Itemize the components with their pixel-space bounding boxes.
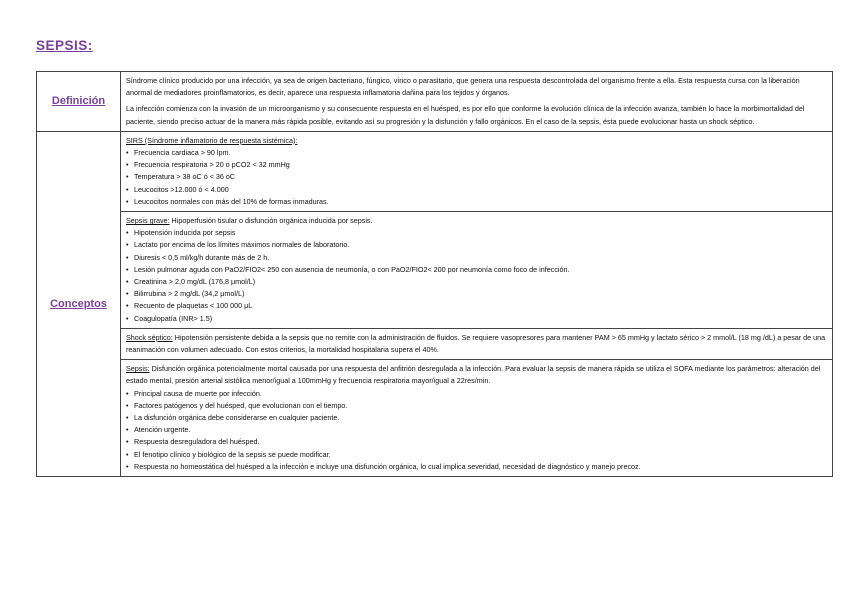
list-item: • Hipotensión inducida por sepsis (126, 227, 827, 239)
list-item: • Leucocitos normales con más del 10% de formas inmaduras. (126, 196, 827, 208)
page-title: SEPSIS: (36, 38, 93, 53)
sepsis-table (36, 71, 833, 477)
shock-content (121, 328, 833, 359)
sepsis-grave-heading: Sepsis grave: (126, 216, 170, 226)
sepsis-text: Disfunción orgánica potencialmente mortal causada por una respuesta del anfitrión desregulada a la infección. Para evaluar la sepsis de manera rápida se utiliza el SOFA mediante los parámetros: alteración del estado mental, presión arterial sistólica menor/igual a 100mmHg y frecuencia respiratoria mayor/igual a 22res/min. (126, 364, 821, 386)
list-item: • Factores patógenos y del huésped, que evolucionan con el tiempo. (126, 400, 827, 412)
sepsis-list (126, 388, 827, 473)
list-item: • Lesión pulmonar aguda con PaO2/FIO2< 250 con ausencia de neumonía, o con PaO2/FIO2< 200 por neumonía como foco de infección. (126, 264, 827, 276)
sirs-list (126, 147, 827, 208)
sepsis-content (121, 360, 833, 477)
list-item: • Respuesta desreguladora del huésped. (126, 436, 827, 448)
conceptos-row-sirs (37, 131, 833, 211)
sepsis-heading: Sepsis: (126, 364, 150, 374)
definicion-paragraph: Síndrome clínico producido por una infección, ya sea de origen bacteriano, fúngico, vírico o parasitario, que genera una respuesta descontrolada del organismo frente a ella. Esta respuesta cursa con la liberación anormal de mediadores proinflamatorios, es decir, aparece una respuesta inflamatoria dañina para los tejidos y órganos. (126, 76, 800, 98)
shock-heading: Shock séptico: (126, 332, 173, 342)
sepsis-grave-text: Hipoperfusión tisular o disfunción orgánica inducida por sepsis. (169, 216, 373, 226)
definicion-label: Definición (37, 72, 121, 132)
list-item: • Principal causa de muerte por infección. (126, 388, 827, 400)
list-item: • La disfunción orgánica debe considerarse en cualquier paciente. (126, 412, 827, 424)
list-item: • Respuesta no homeostática del huésped a la infección e incluye una disfunción orgánica, lo cual implica severidad, necesidad de diagnóstico y manejo precoz. (126, 461, 827, 473)
sirs-content (121, 131, 833, 211)
list-item: • Leucocitos >12.000 ó < 4.000 (126, 184, 827, 196)
sirs-heading: SIRS (Síndrome inflamatorio de respuesta sistémica): (126, 135, 298, 145)
definicion-paragraph: La infección comienza con la invasión de un microorganismo y su consecuente respuesta en el huésped, es por ello que conforme la evolución clínica de la infección avanza, también lo hace la morbimortalidad del paciente, siendo preciso actuar de la manera más rápida posible, evitando así su progresión y la disfunción y fallo orgánicos. En el caso de la sepsis, ésta puede evolucionar hasta un shock séptico. (126, 104, 805, 126)
list-item: • Bilirrubina > 2 mg/dL (34,2 μmol/L) (126, 288, 827, 300)
sepsis-grave-list (126, 227, 827, 325)
list-item: • Coagulopatía (INR> 1.5) (126, 313, 827, 325)
definicion-row (37, 72, 833, 132)
conceptos-label: Conceptos (37, 131, 121, 476)
list-item: • El fenotipo clínico y biológico de la sepsis se puede modificar. (126, 449, 827, 461)
list-item: • Atención urgente. (126, 424, 827, 436)
conceptos-row-sepsis-grave (37, 212, 833, 329)
sepsis-intro (126, 363, 827, 387)
sepsis-grave-content (121, 212, 833, 329)
list-item: • Recuento de plaquetas < 100 000 μL (126, 300, 827, 312)
list-item: • Frecuencia respiratoria > 20 o pCO2 < 32 mmHg (126, 159, 827, 171)
list-item: • Lactato por encima de los límites máximos normales de laboratorio. (126, 239, 827, 251)
list-item: • Temperatura > 38 oC ó < 36 oC (126, 171, 827, 183)
sepsis-grave-intro (126, 215, 827, 227)
conceptos-row-shock (37, 328, 833, 359)
list-item: • Diuresis < 0,5 ml/kg/h durante más de 2 h. (126, 252, 827, 264)
list-item: • Frecuencia cardiaca > 90 lpm. (126, 147, 827, 159)
list-item: • Creatinina > 2,0 mg/dL (176,8 μmol/L) (126, 276, 827, 288)
conceptos-row-sepsis (37, 360, 833, 477)
shock-text: Hipotensión persistente debida a la sepsis que no remite con la administración de fluidos. Se requiere vasopresores para mantener PAM > 65 mmHg y lactato sérico > 2 mmol/L (18 mg /dL) a pesar de una reanimación con volumen adecuado. Con estos criterios, la mortalidad hospitalaria supera el 40%. (126, 332, 826, 355)
definicion-content (121, 72, 833, 132)
